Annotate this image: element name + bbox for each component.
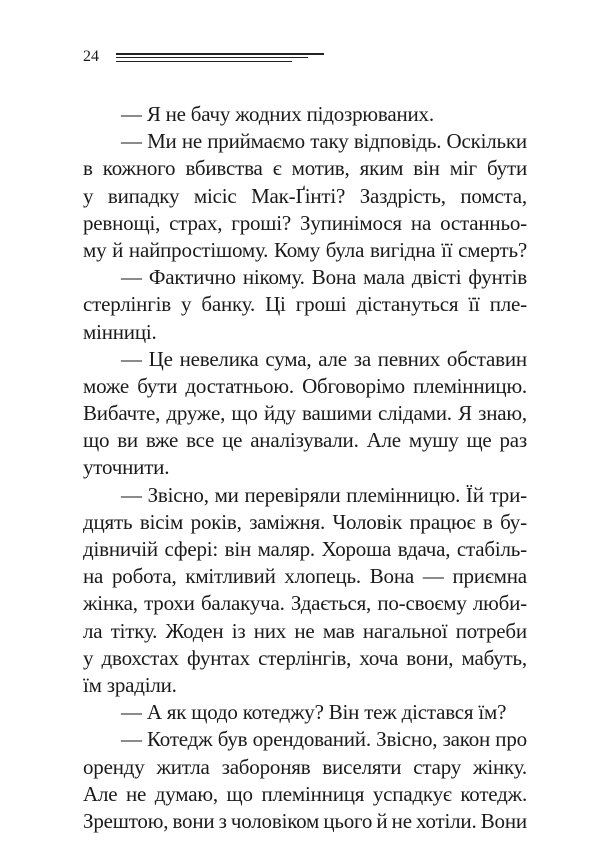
page-number: 24 — [83, 48, 99, 65]
header-rule — [116, 53, 324, 55]
text-line: — Звісно, ми перевіряли племінницю. Їй три- — [121, 482, 527, 507]
text-line: у двохстах фунтах стерлінгів, хоча вони, мабуть, — [83, 645, 527, 670]
text-line: на робота, кмітливий хлопець. Вона — приємна — [83, 564, 527, 589]
text-line: в кожного вбивства є мотив, яким він міг бути — [83, 156, 527, 181]
text-line: дцять вісім років, заміжня. Чоловік працює в бу- — [83, 509, 527, 534]
text-line: — Я не бачу жодних підозрюваних. — [121, 102, 434, 126]
text-line: — Ми не приймаємо таку відповідь. Оскільки — [121, 129, 527, 154]
text-line: жінка, трохи балакуча. Здається, по-своєму люби- — [83, 591, 527, 616]
header-rule — [116, 57, 308, 58]
text-line: стерлінгів у банку. Ці гроші дістануться її пле- — [83, 292, 527, 317]
text-line: Вибачте, друже, що йду вашими слідами. Я знаю, — [83, 401, 527, 426]
text-line: Але не думаю, що племінниця успадкує котедж. — [83, 781, 527, 806]
text-line: їм зраділи. — [83, 672, 177, 697]
text-line: дівничій сфері: він маляр. Хороша вдача, стабіль- — [83, 537, 527, 561]
text-line: — Це невелика сума, але за певних обставин — [121, 346, 527, 371]
text-line: му й найпростішому. Кому була вигідна її смерть? — [83, 237, 527, 262]
body-text — [83, 101, 527, 835]
text-line: Зрештою, вони з чоловіком цього й не хотіли. Вони — [83, 808, 527, 833]
text-line: може бути достатньою. Обговорімо племінницю. — [83, 373, 527, 398]
page-header — [83, 44, 343, 74]
text-line: — Котедж був орендований. Звісно, закон про — [121, 727, 527, 752]
text-line: ревнощі, страх, гроші? Зупинімося на останньо- — [83, 210, 527, 235]
text-line: що ви вже все це аналізували. Але мушу ще раз — [83, 428, 527, 453]
text-line: оренду житла забороняв виселяти стару жінку. — [83, 754, 527, 779]
header-rule — [116, 61, 292, 62]
text-line: мінниці. — [83, 319, 157, 344]
text-line: — А як щодо котеджу? Він теж дістався їм? — [121, 700, 507, 725]
text-line: у випадку місіс Мак-Ґінті? Заздрість, помста, — [83, 183, 527, 208]
text-line: — Фактично нікому. Вона мала двісті фунтів — [121, 265, 527, 290]
text-line: уточнити. — [83, 455, 170, 480]
text-line: ла тітку. Жоден із них не мав нагальної потреби — [83, 618, 527, 643]
